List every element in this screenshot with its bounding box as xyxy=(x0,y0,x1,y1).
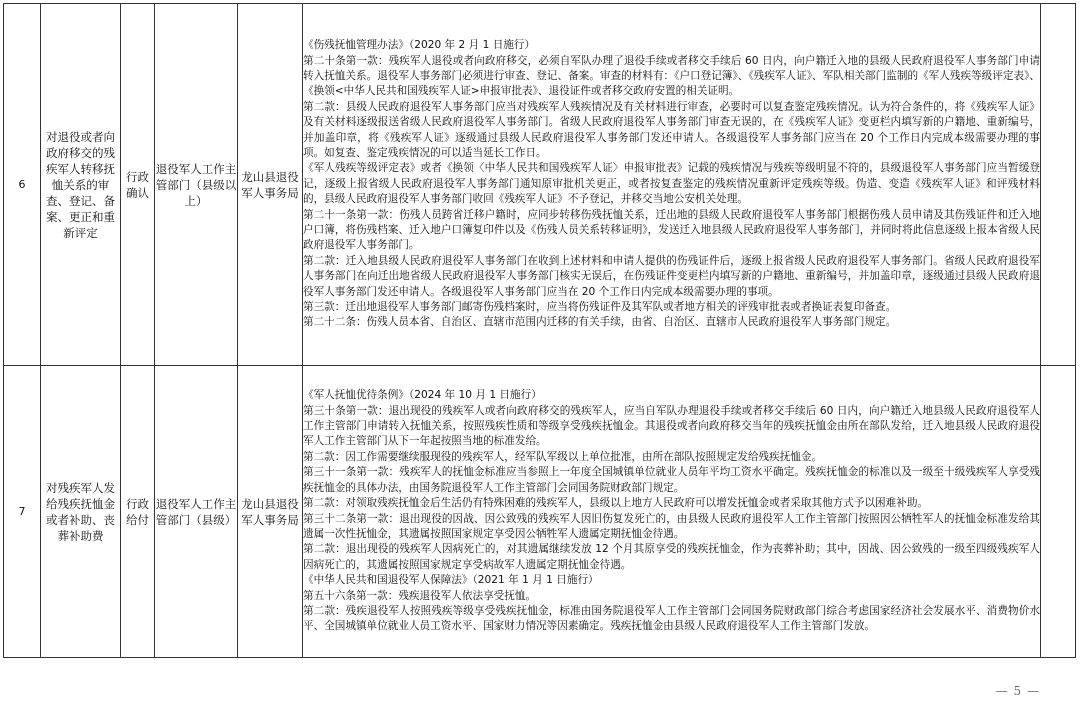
table-row xyxy=(4,366,1076,658)
basis-paragraph: 第三十二条第一款：退出现役的因战、因公致残的残疾军人因旧伤复发死亡的，由县级人民政府退役军人工作主管部门按照因公牺牲军人的抚恤金标准发给其遗属一次性抚恤金，其遗属按照国家规定享受因公牺牲军人遗属定期抚恤金待遇。 xyxy=(303,512,1040,540)
legal-basis xyxy=(303,4,1041,366)
item-type: 行政给付 xyxy=(121,366,155,658)
basis-paragraph: 第二款：退出现役的残疾军人因病死亡的，对其遗属继续发放 12 个月其原享受的残疾抚恤金，作为丧葬补助；其中，因战、因公致残的一级至四级残疾军人因病死亡的，其遗属按照国家规定享受病故军人遗属定期抚恤金待遇。 xyxy=(303,543,1040,571)
item-name: 对残疾军人发给残疾抚恤金或者补助、丧葬补助费 xyxy=(41,366,121,658)
basis-paragraph: 第三款：迁出地退役军人事务部门邮寄伤残档案时，应当将伤残证件及其军队或者地方相关的评残审批表或者换证表复印备查。 xyxy=(303,301,897,314)
basis-paragraph: 第二款：残疾退役军人按照残疾等级享受残疾抚恤金，标准由国务院退役军人工作主管部门会同国务院财政部门综合考虑国家经济社会发展水平、消费物价水平、全国城镇单位就业人员工资水平、国家财力情况等因素确定。残疾抚恤金由县级人民政府退役军人工作主管部门发放。 xyxy=(303,604,1040,633)
basis-paragraph: 《中华人民共和国退役军人保障法》（2021 年 1 月 1 日施行） xyxy=(303,574,599,587)
basis-paragraph: 《伤残抚恤管理办法》（2020 年 2 月 1 日施行） xyxy=(303,39,536,52)
basis-paragraph: 第二十二条：伤残人员本省、自治区、直辖市范围内迁移的有关手续，由省、自治区、直辖市人民政府退役军人事务部门规定。 xyxy=(303,316,897,329)
basis-paragraph: 第三十条第一款：退出现役的残疾军人或者向政府移交的残疾军人，应当自军队办理退役手续或者移交手续后 60 日内，向户籍迁入地县级人民政府退役军人工作主管部门申请转入抚恤关系，按照残疾性质和等级享受残疾抚恤金。其退役或者向政府移交当年的残疾抚恤金由所在部队发给，迁入地县级人民政府退役军人工作主管部门从下一年起按照当地的标准发给。 xyxy=(303,404,1040,448)
basis-paragraph: 第三十一条第一款：残疾军人的抚恤金标准应当参照上一年度全国城镇单位就业人员年平均工资水平确定。残疾抚恤金的标准以及一级至十级残疾军人享受残疾抚恤金的具体办法，由国务院退役军人工作主管部门会同国务院财政部门规定。 xyxy=(303,466,1040,494)
legal-basis xyxy=(303,366,1041,658)
item-number: 7 xyxy=(4,366,41,658)
table-row xyxy=(4,4,1076,366)
basis-paragraph: 《军人抚恤优待条例》（2024 年 10 月 1 日施行） xyxy=(303,389,542,402)
basis-paragraph: 第二款：迁入地县级人民政府退役军人事务部门在收到上述材料和申请人提供的伤残证件后，逐级上报省级人民政府退役军人事务部门。省级人民政府退役军人事务部门在向迁出地省级人民政府退役军人事务部门核实无误后，在伤残证件变更栏内填写新的户籍地、重新编号，并加盖印章，逐级通过县级人民政府退役军人事务部门发还申请人。各级退役军人事务部门应当在 20 个工作日内完成本级需要办理的事项。 xyxy=(303,254,1040,298)
basis-paragraph: 第五十六条第一款：残疾退役军人依法享受抚恤。 xyxy=(303,589,537,602)
responsible-department: 龙山县退役军人事务局 xyxy=(238,366,303,658)
basis-paragraph: 第二款：对领取残疾抚恤金后生活仍有特殊困难的残疾军人，县级以上地方人民政府可以增发抚恤金或者采取其他方式予以困难补助。 xyxy=(303,497,929,510)
implementing-body: 退役军人工作主管部门（县级） xyxy=(155,366,238,658)
items-table xyxy=(3,3,1076,658)
remarks-cell xyxy=(1041,4,1076,366)
item-type: 行政确认 xyxy=(121,4,155,366)
basis-paragraph: 《军人残疾等级评定表》或者《换领〈中华人民共和国残疾军人证〉申报审批表》记载的残疾情况与残疾等级明显不符的，县级退役军人事务部门应当暂缓登记，逐级上报省级人民政府退役军人事务部门通知原审批机关更正，或者按复查鉴定的残疾情况重新评定残疾等级。伪造、变造《残疾军人证》和评残材料的，县级人民政府退役军人事务部门收回《残疾军人证》不予登记，并移交当地公安机关处理。 xyxy=(303,162,1040,206)
basis-paragraph: 第二款：县级人民政府退役军人事务部门应当对残疾军人残疾情况及有关材料进行审查，必要时可以复查鉴定残疾情况。认为符合条件的，将《残疾军人证》及有关材料逐级报送省级人民政府退役军人事务部门。省级人民政府退役军人事务部门审查无误的，在《残疾军人证》变更栏内填写新的户籍地、重新编号，并加盖印章，将《残疾军人证》逐级通过县级人民政府退役军人事务部门发还申请人。各级退役军人事务部门应当在 20 个工作日内完成本级需要办理的事项。如复查、鉴定残疾情况的可以适当延长工作日。 xyxy=(303,100,1040,159)
page-number: — 5 — xyxy=(995,684,1040,698)
basis-paragraph: 第二十一条第一款：伤残人员跨省迁移户籍时，应同步转移伤残抚恤关系，迁出地的县级人民政府退役军人事务部门根据伤残人员申请及其伤残证件和迁入地户口簿，将伤残档案、迁入地户口簿复印件以及《伤残人员关系转移证明》，发送迁入地县级人民政府退役军人事务部门，并同时将此信息逐级上报本省级人民政府退役军人事务部门。 xyxy=(303,208,1040,252)
implementing-body: 退役军人工作主管部门（县级以上） xyxy=(155,4,238,366)
basis-paragraph: 第二款：因工作需要继续服现役的残疾军人，经军队军级以上单位批准，由所在部队按照规定发给残疾抚恤金。 xyxy=(303,450,823,463)
remarks-cell xyxy=(1041,366,1076,658)
basis-paragraph: 第二十条第一款：残疾军人退役或者向政府移交，必须自军队办理了退役手续或者移交手续后 60 日内，向户籍迁入地的县级人民政府退役军人事务部门申请转入抚恤关系。退役军人事务部门必须进行审查、登记、备案。审查的材料有：《户口登记簿》、《残疾军人证》、军队相关部门监制的《军人残疾等级评定表》、《换领<中华人民共和国残疾军人证>申报审批表》、退役证件或者移交政府安置的相关证明。 xyxy=(303,54,1040,98)
responsible-department: 龙山县退役军人事务局 xyxy=(238,4,303,366)
item-name: 对退役或者向政府移交的残疾军人转移抚恤关系的审查、登记、备案、更正和重新评定 xyxy=(41,4,121,366)
item-number: 6 xyxy=(4,4,41,366)
